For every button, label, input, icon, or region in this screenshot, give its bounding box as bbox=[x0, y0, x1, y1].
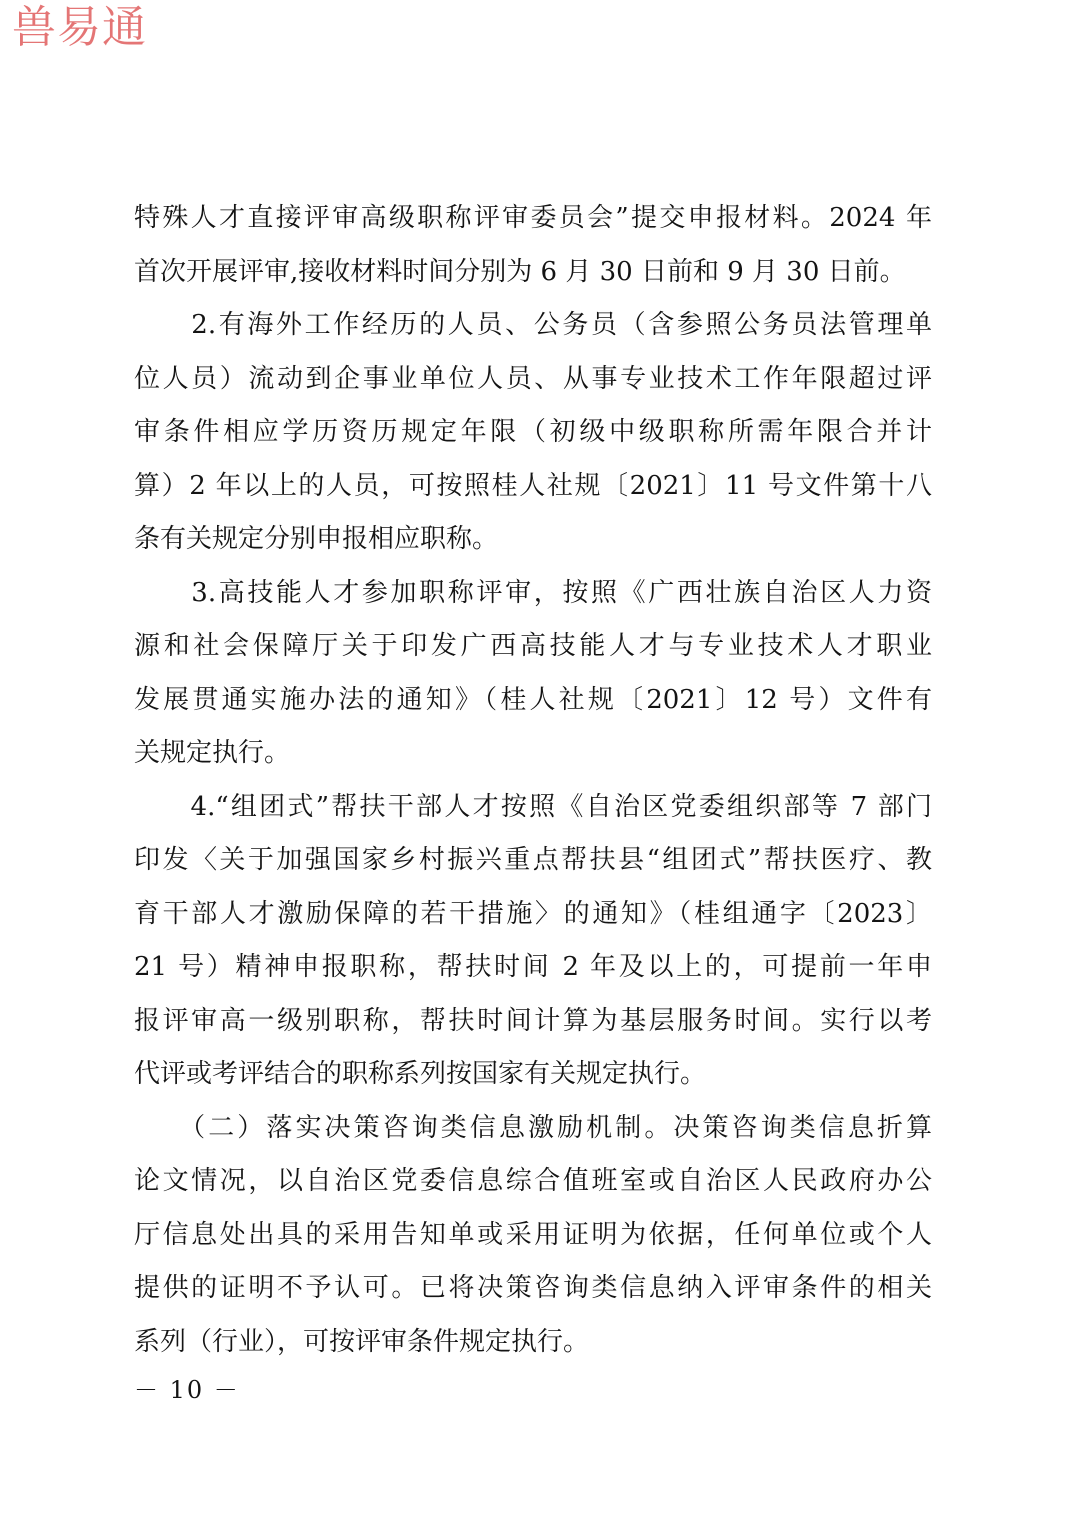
text-line: 位人员）流动到企事业单位人员、从事专业技术工作年限超过评 bbox=[134, 363, 932, 394]
text-line: 系列（行业），可按评审条件规定执行。 bbox=[134, 1326, 590, 1357]
text-line: 3.高技能人才参加职称评审，按照《广西壮族自治区人力资 bbox=[134, 577, 932, 608]
text-line: 源和社会保障厅关于印发广西高技能人才与专业技术人才职业 bbox=[134, 631, 932, 661]
text-line: 发展贯通实施办法的通知》（桂人社规〔2021〕12 号）文件有 bbox=[134, 684, 932, 715]
text-line: 代评或考评结合的职称系列按国家有关规定执行。 bbox=[134, 1059, 707, 1089]
text-line: 21 号）精神申报职称，帮扶时间 2 年及以上的，可提前一年申 bbox=[134, 952, 932, 982]
text-line: 2.有海外工作经历的人员、公务员（含参照公务员法管理单 bbox=[134, 310, 932, 340]
text-line: 育干部人才激励保障的若干措施〉的通知》（桂组通字〔2023〕 bbox=[134, 898, 932, 929]
text-line: 算）2 年以上的人员，可按照桂人社规〔2021〕11 号文件第十八 bbox=[134, 470, 932, 501]
watermark-logo-text: 兽易通 bbox=[12, 2, 147, 53]
document-body bbox=[134, 192, 932, 1369]
text-line: 提供的证明不予认可。已将决策咨询类信息纳入评审条件的相关 bbox=[134, 1273, 932, 1303]
text-line: 首次开展评审,接收材料时间分别为 6 月 30 日前和 9 月 30 日前。 bbox=[134, 256, 906, 287]
text-line: 论文情况，以自治区党委信息综合值班室或自治区人民政府办公 bbox=[134, 1166, 932, 1196]
page-number: － 10 － bbox=[134, 1376, 240, 1404]
text-line: 特殊人才直接评审高级职称评审委员会”提交申报材料。2024 年 bbox=[134, 203, 932, 233]
text-line: （二）落实决策咨询类信息激励机制。决策咨询类信息折算 bbox=[134, 1112, 932, 1143]
text-line: 厅信息处出具的采用告知单或采用证明为依据，任何单位或个人 bbox=[134, 1219, 932, 1250]
text-line: 条有关规定分别申报相应职称。 bbox=[134, 524, 499, 554]
text-line: 审条件相应学历资历规定年限（初级中级职称所需年限合并计 bbox=[134, 417, 932, 447]
text-line: 4.“组团式”帮扶干部人才按照《自治区党委组织部等 7 部门 bbox=[134, 791, 932, 822]
text-line: 报评审高一级别职称，帮扶时间计算为基层服务时间。实行以考 bbox=[134, 1005, 932, 1036]
text-line: 印发〈关于加强国家乡村振兴重点帮扶县“组团式”帮扶医疗、教 bbox=[134, 845, 932, 875]
text-line: 关规定执行。 bbox=[134, 738, 291, 768]
